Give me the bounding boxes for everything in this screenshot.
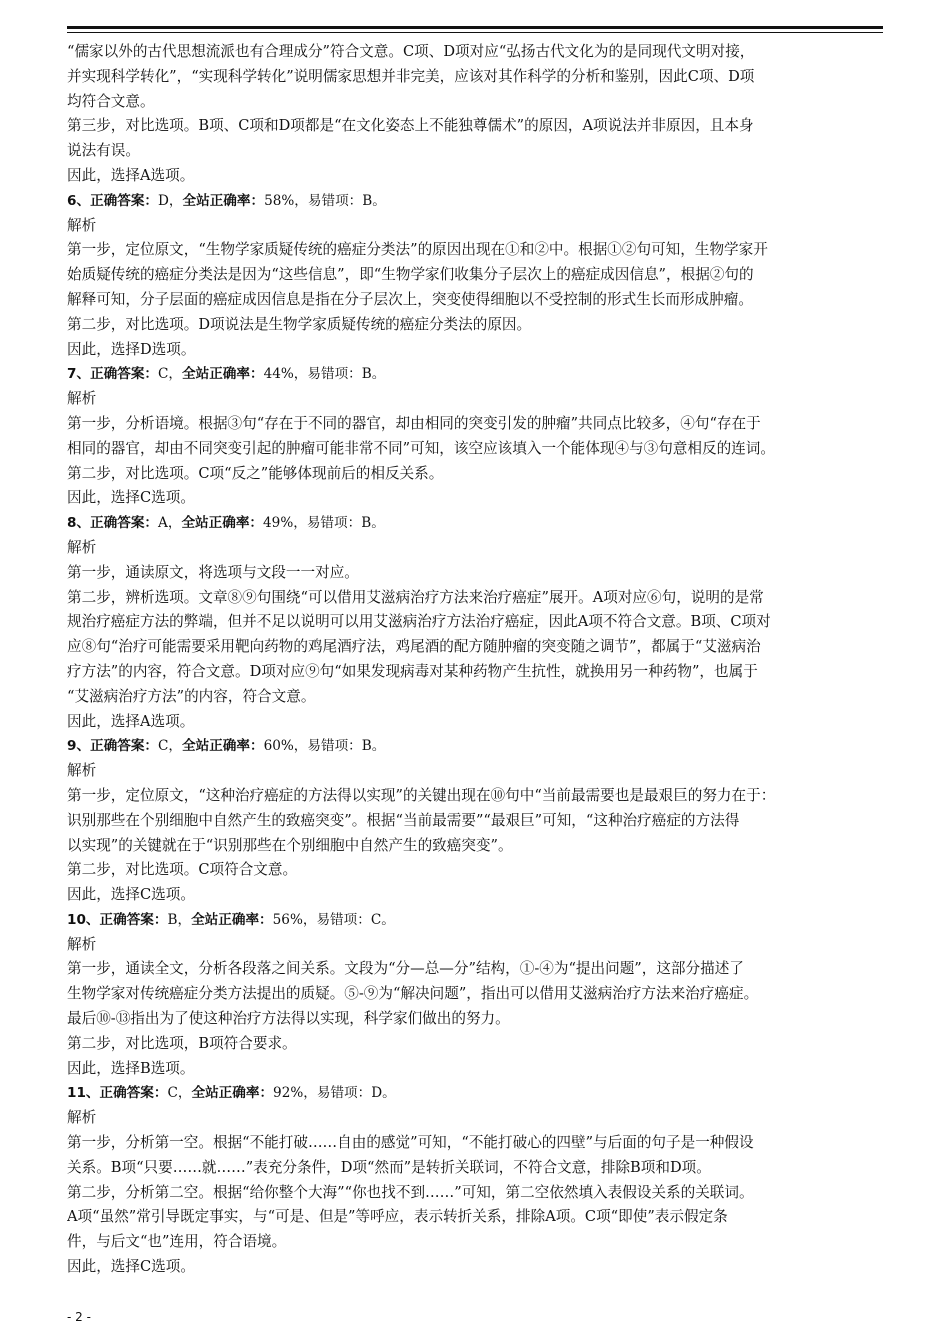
text-line: 第一步，分析语境。根据③句“存在于不同的器官，却由相同的突变引发的肿瘤”共同点比较多，④句“存在于 [67, 414, 761, 432]
wrong-value: C。 [370, 911, 395, 928]
text-line: 解析 [67, 390, 97, 408]
text-line: 生物学家对传统癌症分类方法提出的质疑。⑤-⑨为“解决问题”，指出可以借用艾滋病治疗方法来治疗癌症。 [67, 985, 759, 1003]
wrong-label: 易错项： [307, 192, 363, 209]
text-line: 应⑧句“治疗可能需要采用靶向药物的鸡尾酒疗法，鸡尾酒的配方随肿瘤的突变随之调节”，都属于“艾滋病治 [67, 638, 761, 656]
question-header [67, 189, 883, 214]
answer-value: B， [167, 911, 192, 928]
question-number: 6、 [67, 192, 91, 209]
rate-label: 全站正确率： [191, 1085, 274, 1102]
text-line: 第一步，通读全文，分析各段落之间关系。文段为“分—总—分”结构，①-④为“提出问题”，这部分描述了 [67, 960, 744, 978]
rate-label: 全站正确率： [182, 738, 264, 755]
question-number: 11、 [67, 1085, 100, 1102]
text-line: 第一步，通读原文，将选项与文段一一对应。 [67, 563, 359, 581]
text-line: 第一步，定位原文，“生物学家质疑传统的癌症分类法”的原因出现在①和②中。根据①②句可知，生物学家开 [67, 241, 768, 259]
question-number: 8、 [67, 515, 91, 532]
wrong-value: B。 [361, 738, 386, 755]
answer-value: C， [167, 1085, 192, 1102]
text-line: 最后⑩-⑬指出为了使这种治疗方法得以实现，科学家们做出的努力。 [67, 1010, 510, 1028]
text-line: 因此，选择A选项。 [67, 712, 195, 730]
text-line: 识别那些在个别细胞中自然产生的致癌突变”。根据“当前最需要”“最艰巨”可知，“这种治疗癌症的方法得 [67, 811, 740, 829]
answer-value: D， [158, 192, 183, 209]
rate-label: 全站正确率： [182, 192, 265, 209]
text-line: 第二步，对比选项。C项符合文意。 [67, 861, 298, 879]
text-line: 第二步，对比选项。D项说法是生物学家质疑传统的癌症分类法的原因。 [67, 315, 532, 333]
question-header [67, 1081, 883, 1106]
text-line: 第二步，分析第二空。根据“给你整个大海”“你也找不到……”可知，第二空依然填入表假设关系的关联词。 [67, 1183, 754, 1201]
text-line: 件，与后文“也”连用，符合语境。 [67, 1233, 287, 1251]
text-line: 解释可知，分子层面的癌症成因信息是指在分子层次上，突变使得细胞以不受控制的形式生长而形成肿瘤。 [67, 290, 753, 308]
answer-explanations [67, 40, 883, 1280]
answer-label: 正确答案： [90, 515, 159, 532]
answer-value: C， [158, 738, 183, 755]
answer-label: 正确答案： [90, 738, 159, 755]
text-line: 因此，选择D选项。 [67, 340, 196, 358]
text-line: 解析 [67, 216, 97, 234]
text-line: 因此，选择C选项。 [67, 886, 195, 904]
wrong-label: 易错项： [307, 366, 362, 383]
rate-value: 56%， [272, 911, 317, 928]
wrong-value: D。 [371, 1085, 396, 1102]
text-line: 始质疑传统的癌症分类法是因为“这些信息”，即“生物学家们收集分子层次上的癌症成因信息”，根据②句的 [67, 266, 754, 284]
question-header [67, 908, 883, 933]
page-number: - 2 - [67, 1310, 91, 1324]
wrong-value: B。 [361, 515, 385, 532]
wrong-value: B。 [361, 366, 386, 383]
text-line: 关系。B项“只要……就……”表充分条件，D项“然而”是转折关联词，不符合文意，排除B项和D项。 [67, 1158, 711, 1176]
text-line: 解析 [67, 935, 97, 953]
text-line: 因此，选择B选项。 [67, 1059, 195, 1077]
text-line: 以实现”的关键就在于“识别那些在个别细胞中自然产生的致癌突变”。 [67, 836, 513, 854]
text-line: 因此，选择C选项。 [67, 1258, 195, 1276]
rate-value: 60%， [263, 738, 308, 755]
text-line: A项“虽然”常引导既定事实，与“可是、但是”等呼应，表示转折关系，排除A项。C项“即使”表示假定条 [67, 1208, 728, 1226]
question-8 [67, 511, 883, 734]
answer-label: 正确答案： [90, 366, 159, 383]
wrong-label: 易错项： [316, 1085, 372, 1102]
text-line: 第二步，辨析选项。文章⑧⑨句围绕“可以借用艾滋病治疗方法来治疗癌症”展开。A项对应⑥句，说明的是常 [67, 588, 764, 606]
question-number: 9、 [67, 738, 91, 755]
text-line: “儒家以外的古代思想流派也有合理成分”符合文意。C项、D项对应“弘扬古代文化为的是同现代文明对接， [67, 43, 755, 60]
text-line: 相同的器官，却由不同突变引起的肿瘤可能非常不同”可知，该空应该填入一个能体现④与③句意相反的连词。 [67, 439, 775, 457]
rate-value: 44%， [263, 366, 308, 383]
rate-value: 49%， [263, 515, 307, 532]
question-10 [67, 908, 883, 1082]
text-line: 因此，选择C选项。 [67, 489, 195, 507]
question-header [67, 362, 883, 387]
text-line: 第一步，分析第一空。根据“不能打破……自由的感觉”可知，“不能打破心的四壁”与后面的句子是一种假设 [67, 1134, 754, 1152]
question-11 [67, 1081, 883, 1279]
header-rule-thick [67, 26, 883, 29]
rate-label: 全站正确率： [182, 366, 264, 383]
text-line: 规治疗癌症方法的弊端，但并不足以说明可以用艾滋病治疗方法治疗癌症，因此A项不符合文意。B项、C项对 [67, 613, 771, 631]
text-line: 第一步，定位原文，“这种治疗癌症的方法得以实现”的关键出现在⑩句中“当前最需要也是最艰巨的努力在于： [67, 786, 776, 804]
rate-label: 全站正确率： [181, 515, 264, 532]
text-line: 第二步，对比选项。C项“反之”能够体现前后的相反关系。 [67, 464, 444, 482]
text-line: 因此，选择A选项。 [67, 166, 195, 184]
rate-value: 58%， [264, 192, 308, 209]
question-number: 7、 [67, 366, 91, 383]
text-line: 疗方法”的内容，符合文意。D项对应⑨句“如果发现病毒对某种药物产生抗性，就换用另一种药物”，也属于 [67, 662, 758, 680]
wrong-value: B。 [362, 192, 386, 209]
answer-value: A， [158, 515, 182, 532]
text-line: 均符合文意。 [67, 92, 155, 110]
text-line: 说法有误。 [67, 142, 140, 160]
text-line: 并实现科学转化”，“实现科学转化”说明儒家思想并非完美，应该对其作科学的分析和鉴别，因此C项、D项 [67, 67, 755, 85]
header-rule-thin [67, 32, 883, 33]
question-header [67, 511, 883, 536]
wrong-label: 易错项： [307, 738, 362, 755]
text-line: “艾滋病治疗方法”的内容，符合文意。 [67, 687, 316, 705]
text-line: 解析 [67, 1109, 97, 1127]
answer-label: 正确答案： [90, 192, 159, 209]
rate-label: 全站正确率： [191, 911, 273, 928]
text-line: 解析 [67, 762, 97, 780]
wrong-label: 易错项： [306, 515, 362, 532]
answer-label: 正确答案： [99, 911, 168, 928]
question-number: 10、 [67, 911, 100, 928]
rate-value: 92%， [273, 1085, 317, 1102]
answer-value: C， [158, 366, 183, 383]
wrong-label: 易错项： [316, 911, 371, 928]
question-9 [67, 734, 883, 908]
text-line: 解析 [67, 538, 97, 556]
text-line: 第三步，对比选项。B项、C项和D项都是“在文化姿态上不能独尊儒术”的原因，A项说法并非原因，且本身 [67, 117, 754, 135]
text-line: 第二步，对比选项，B项符合要求。 [67, 1034, 297, 1052]
question-7 [67, 362, 883, 511]
answer-label: 正确答案： [99, 1085, 168, 1102]
continuation-block [67, 40, 883, 189]
question-header [67, 734, 883, 759]
question-6 [67, 189, 883, 363]
